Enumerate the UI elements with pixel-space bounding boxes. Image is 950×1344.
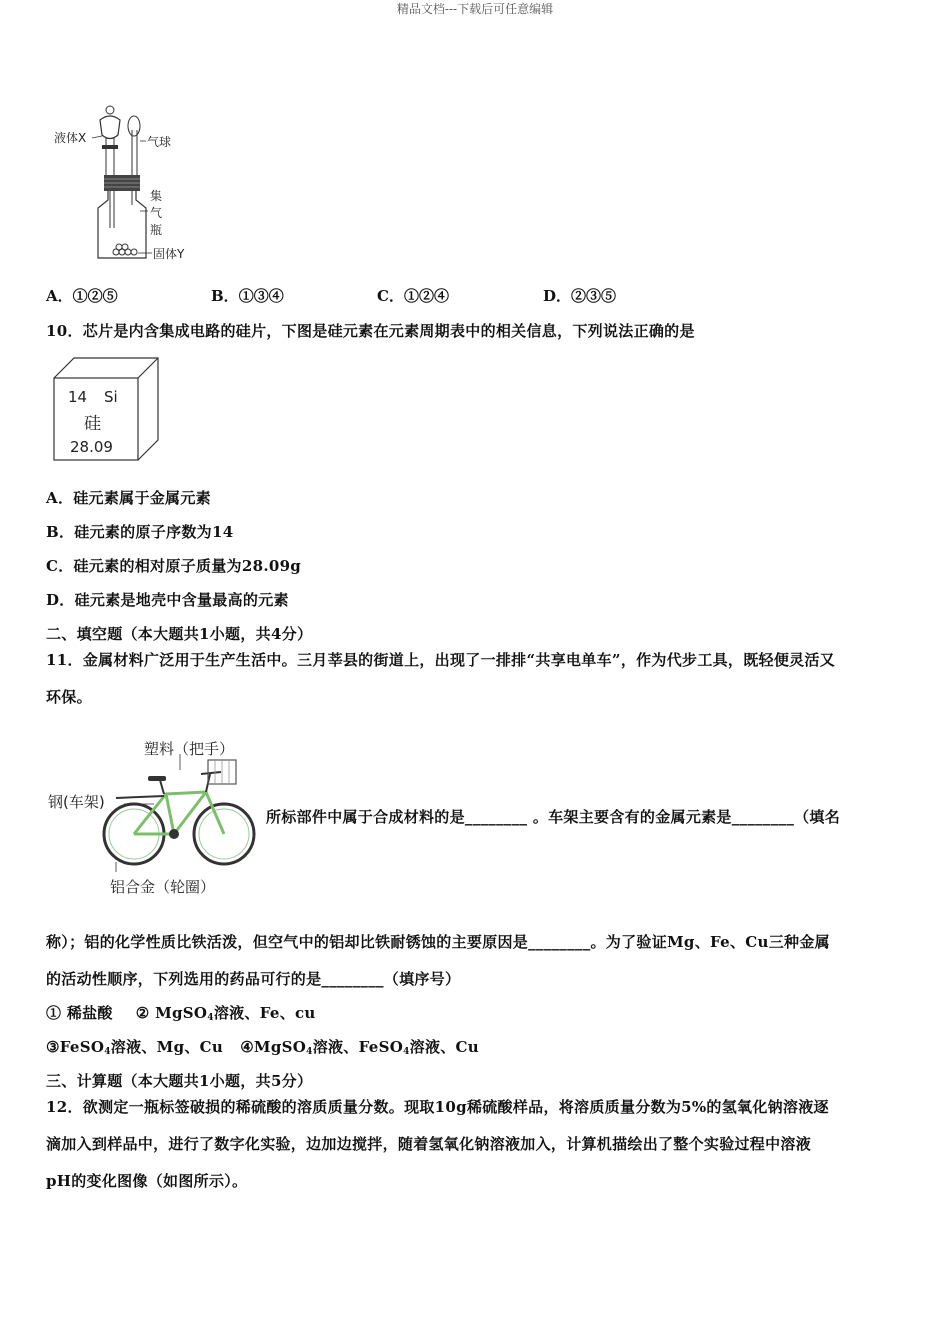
label-bottle-2: 气 — [150, 206, 163, 220]
q11-line4: 的活动性顺序，下列选用的药品可行的是________（填序号） — [46, 970, 461, 988]
q9-option-a: A．①②⑤ — [46, 287, 118, 305]
q11-line3: 称）；铝的化学性质比铁活泼，但空气中的铝却比铁耐锈蚀的主要原因是________。为了验证Mg、Fe、Cu三种金属 — [46, 933, 830, 951]
q11-line1: 11．金属材料广泛用于生产生活中。三月莘县的街道上，出现了一排排“共享电单车”，作为代步工具，既轻便灵活又 — [46, 651, 836, 669]
section-calculation-heading: 三、计算题（本大题共1小题，共5分） — [46, 1072, 313, 1090]
gas-apparatus-diagram — [48, 100, 198, 270]
q12-line3: pH的变化图像（如图所示）。 — [46, 1172, 248, 1190]
bicycle-diagram — [46, 734, 260, 900]
q10-option-a: A．硅元素属于金属元素 — [46, 489, 211, 507]
label-steel-frame: 钢(车架) — [48, 793, 105, 811]
label-aluminum-rim: 铝合金（轮圈） — [110, 878, 216, 896]
q11-line2: 环保。 — [46, 688, 92, 706]
label-solid-y: 固体Y — [153, 247, 185, 261]
q11-choices-row2 — [46, 1036, 479, 1057]
element-mass: 28.09 — [70, 438, 113, 456]
q10-option-d: D．硅元素是地壳中含量最高的元素 — [46, 591, 289, 609]
q9-option-d: D．②③⑤ — [543, 287, 617, 305]
q10-stem: 10．芯片是内含集成电路的硅片，下图是硅元素在元素周期表中的相关信息，下列说法正确的是 — [46, 322, 695, 340]
label-bottle-3: 瓶 — [150, 223, 163, 237]
q11-choice-2: ② MgSO$_4$溶液、Fe、cu — [135, 1004, 316, 1023]
q9-option-c: C．①②④ — [377, 287, 449, 305]
label-liquid-x: 液体X — [54, 131, 87, 145]
page-header: 精品文档---下载后可任意编辑 — [396, 2, 554, 16]
element-number: 14 — [68, 388, 88, 406]
q10-option-b: B．硅元素的原子序数为14 — [46, 523, 234, 541]
q11-choices-row1 — [46, 1002, 316, 1023]
q11-choice-4: ④MgSO$_4$溶液、FeSO$_4$溶液、Cu — [240, 1038, 479, 1057]
element-symbol: Si — [104, 388, 118, 406]
q12-line1: 12．欲测定一瓶标签破损的稀硫酸的溶质质量分数。现取10g稀硫酸样品，将溶质质量分数为5%的氢氧化钠溶液逐 — [46, 1098, 829, 1116]
q12-line2: 滴加入到样品中，进行了数字化实验，边加边搅拌，随着氢氧化钠溶液加入，计算机描绘出了整个实验过程中溶液 — [46, 1135, 812, 1153]
silicon-element-cell — [52, 356, 162, 462]
label-bottle-1: 集 — [150, 189, 163, 203]
q9-option-b: B．①③④ — [211, 287, 284, 305]
q11-side-text: 所标部件中属于合成材料的是________ 。车架主要含有的金属元素是________（填名 — [266, 808, 841, 826]
q11-choice-3: ③FeSO$_4$溶液、Mg、Cu — [46, 1038, 224, 1057]
label-plastic-handle: 塑料（把手） — [144, 740, 235, 758]
section-fill-in-heading: 二、填空题（本大题共1小题，共4分） — [46, 625, 313, 643]
element-name: 硅 — [84, 414, 101, 434]
label-balloon: 气球 — [147, 135, 172, 149]
q10-option-c: C．硅元素的相对原子质量为28.09g — [46, 557, 302, 575]
q11-choice-1: ① 稀盐酸 — [46, 1004, 113, 1022]
